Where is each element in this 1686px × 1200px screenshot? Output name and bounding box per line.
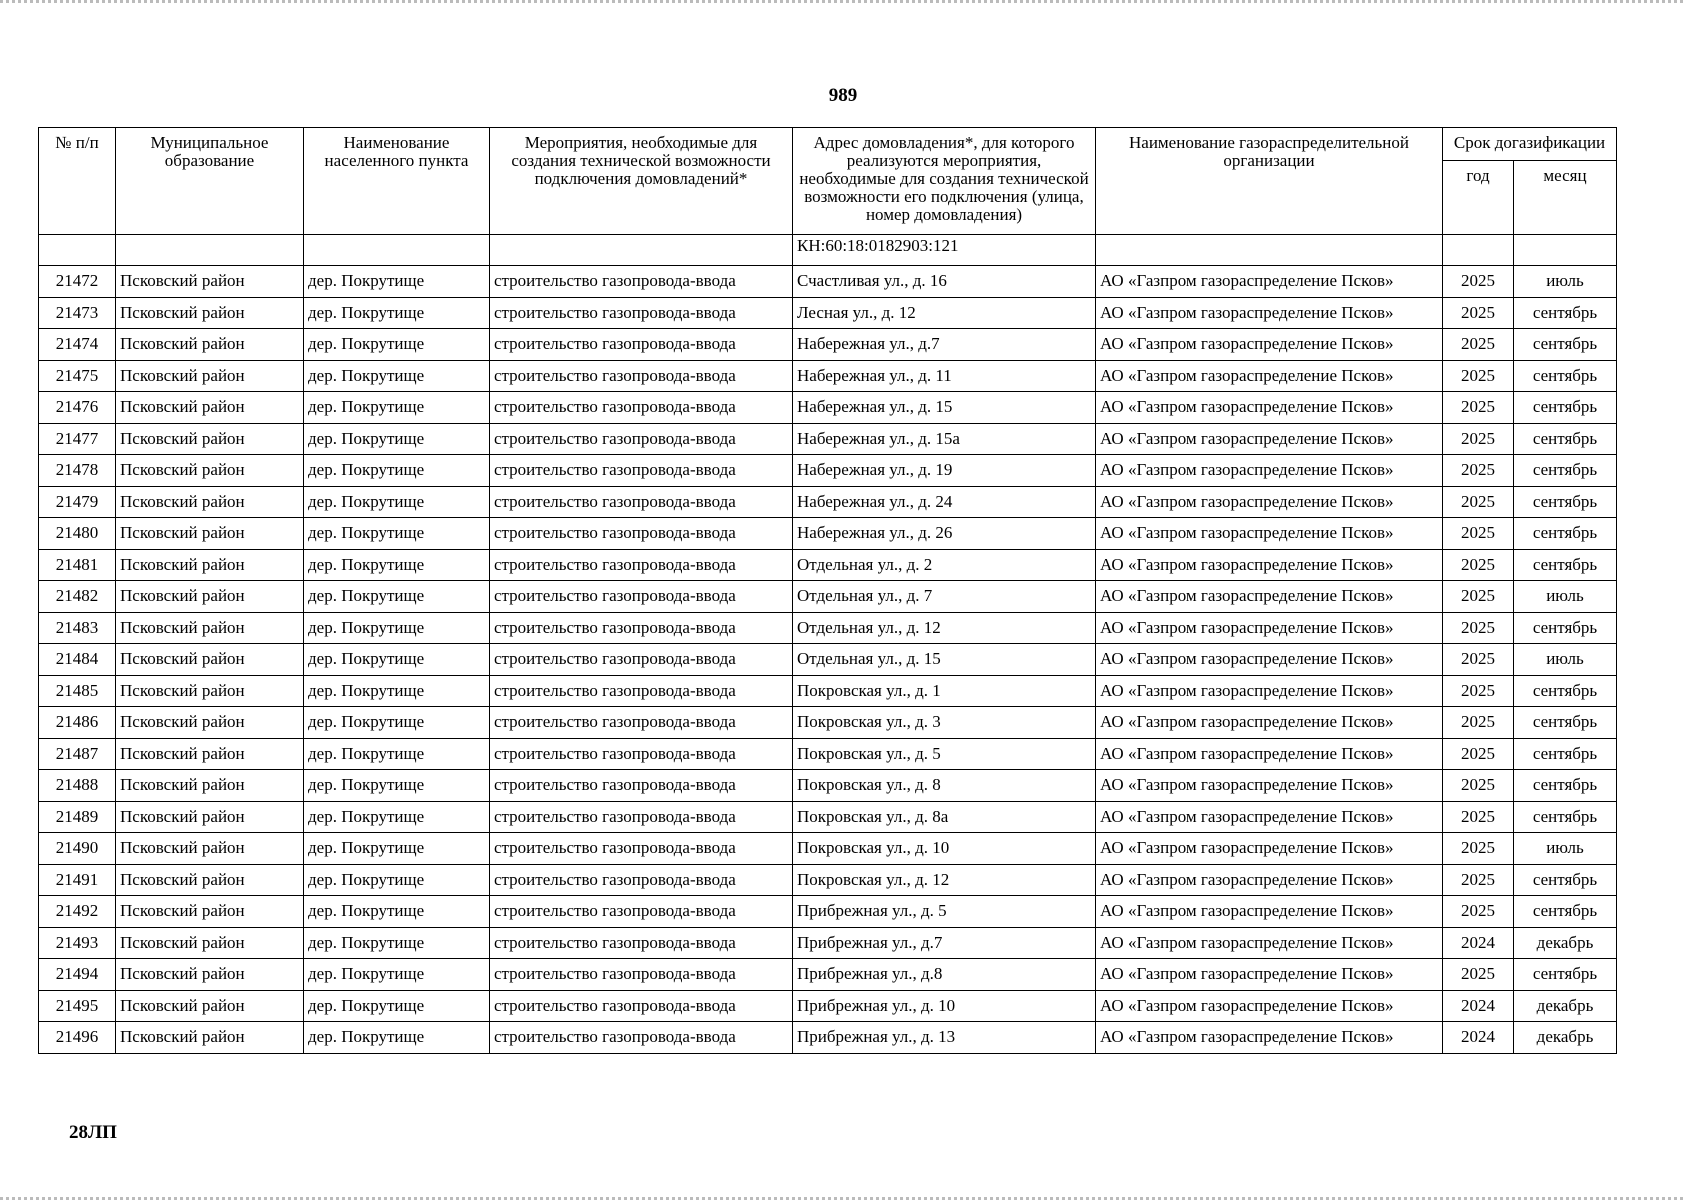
cell-address: Покровская ул., д. 8а <box>793 801 1096 833</box>
cell-locality: дер. Покрутище <box>304 707 490 739</box>
table-row <box>39 1022 1617 1054</box>
cell-num: 21492 <box>39 896 116 928</box>
header-deadline: Срок догазификации <box>1443 128 1617 161</box>
cell-year: 2025 <box>1443 707 1514 739</box>
cell-locality: дер. Покрутище <box>304 833 490 865</box>
cell-municipality: Псковский район <box>116 738 304 770</box>
cell-year <box>1443 235 1514 266</box>
cell-year: 2025 <box>1443 392 1514 424</box>
cell-num: 21487 <box>39 738 116 770</box>
cell-num: 21485 <box>39 675 116 707</box>
table-row <box>39 738 1617 770</box>
cell-locality: дер. Покрутище <box>304 959 490 991</box>
table-row <box>39 896 1617 928</box>
table-row <box>39 518 1617 550</box>
header-num: № п/п <box>39 128 116 235</box>
cell-activities: строительство газопровода-ввода <box>490 707 793 739</box>
cell-address: Прибрежная ул., д.8 <box>793 959 1096 991</box>
cell-organization: АО «Газпром газораспределение Псков» <box>1096 801 1443 833</box>
table-row <box>39 959 1617 991</box>
cell-month: сентябрь <box>1514 549 1617 581</box>
cell-month: сентябрь <box>1514 612 1617 644</box>
cell-organization <box>1096 235 1443 266</box>
cell-organization: АО «Газпром газораспределение Псков» <box>1096 455 1443 487</box>
cell-municipality: Псковский район <box>116 675 304 707</box>
cell-activities: строительство газопровода-ввода <box>490 1022 793 1054</box>
cell-year: 2025 <box>1443 455 1514 487</box>
cell-year: 2025 <box>1443 959 1514 991</box>
cell-organization: АО «Газпром газораспределение Псков» <box>1096 518 1443 550</box>
cell-address: Покровская ул., д. 10 <box>793 833 1096 865</box>
cell-address: Прибрежная ул., д. 10 <box>793 990 1096 1022</box>
cell-year: 2024 <box>1443 927 1514 959</box>
cell-activities <box>490 235 793 266</box>
cell-month: июль <box>1514 266 1617 298</box>
cell-locality: дер. Покрутище <box>304 455 490 487</box>
table-row <box>39 486 1617 518</box>
cell-municipality: Псковский район <box>116 360 304 392</box>
cell-address: Покровская ул., д. 12 <box>793 864 1096 896</box>
cell-month: сентябрь <box>1514 518 1617 550</box>
cell-year: 2025 <box>1443 266 1514 298</box>
header-address: Адрес домовладения*, для которого реализуются мероприятия, необходимые для создания технической возможности его подключения (улица, номер домовладения) <box>793 128 1096 235</box>
table-row <box>39 329 1617 361</box>
cell-activities: строительство газопровода-ввода <box>490 896 793 928</box>
table-row <box>39 770 1617 802</box>
cell-year: 2025 <box>1443 770 1514 802</box>
cell-activities: строительство газопровода-ввода <box>490 455 793 487</box>
cell-municipality: Псковский район <box>116 801 304 833</box>
cell-organization: АО «Газпром газораспределение Псков» <box>1096 549 1443 581</box>
cell-num: 21489 <box>39 801 116 833</box>
cell-organization: АО «Газпром газораспределение Псков» <box>1096 864 1443 896</box>
cell-activities: строительство газопровода-ввода <box>490 392 793 424</box>
cell-organization: АО «Газпром газораспределение Псков» <box>1096 833 1443 865</box>
cell-activities: строительство газопровода-ввода <box>490 770 793 802</box>
cell-municipality: Псковский район <box>116 770 304 802</box>
header-locality: Наименование населенного пункта <box>304 128 490 235</box>
cell-address: Прибрежная ул., д.7 <box>793 927 1096 959</box>
cell-municipality: Псковский район <box>116 864 304 896</box>
cell-num: 21478 <box>39 455 116 487</box>
cell-organization: АО «Газпром газораспределение Псков» <box>1096 738 1443 770</box>
cell-year: 2025 <box>1443 329 1514 361</box>
cell-activities: строительство газопровода-ввода <box>490 266 793 298</box>
cell-municipality: Псковский район <box>116 549 304 581</box>
cell-address: Счастливая ул., д. 16 <box>793 266 1096 298</box>
cell-locality: дер. Покрутище <box>304 990 490 1022</box>
cell-num: 21480 <box>39 518 116 550</box>
cell-year: 2025 <box>1443 549 1514 581</box>
cell-num: 21473 <box>39 297 116 329</box>
cell-month: сентябрь <box>1514 329 1617 361</box>
table-row <box>39 360 1617 392</box>
cell-organization: АО «Газпром газораспределение Псков» <box>1096 392 1443 424</box>
cell-month: июль <box>1514 833 1617 865</box>
table-body <box>39 235 1617 1054</box>
header-municipality: Муниципальное образование <box>116 128 304 235</box>
header-year: год <box>1443 161 1514 235</box>
cell-month: сентябрь <box>1514 297 1617 329</box>
table-row <box>39 990 1617 1022</box>
cell-address: Отдельная ул., д. 15 <box>793 644 1096 676</box>
cell-locality: дер. Покрутище <box>304 329 490 361</box>
cell-num: 21483 <box>39 612 116 644</box>
cell-organization: АО «Газпром газораспределение Псков» <box>1096 959 1443 991</box>
cell-municipality: Псковский район <box>116 896 304 928</box>
cell-num: 21484 <box>39 644 116 676</box>
cell-year: 2025 <box>1443 675 1514 707</box>
cell-year: 2024 <box>1443 990 1514 1022</box>
cell-year: 2025 <box>1443 423 1514 455</box>
cell-municipality: Псковский район <box>116 707 304 739</box>
cell-municipality: Псковский район <box>116 644 304 676</box>
cell-activities: строительство газопровода-ввода <box>490 360 793 392</box>
cell-year: 2025 <box>1443 486 1514 518</box>
cell-organization: АО «Газпром газораспределение Псков» <box>1096 486 1443 518</box>
cell-municipality: Псковский район <box>116 833 304 865</box>
cell-address: Покровская ул., д. 1 <box>793 675 1096 707</box>
cell-month: сентябрь <box>1514 770 1617 802</box>
cell-address: Покровская ул., д. 8 <box>793 770 1096 802</box>
cell-num: 21477 <box>39 423 116 455</box>
cell-month: июль <box>1514 644 1617 676</box>
cell-municipality: Псковский район <box>116 990 304 1022</box>
cadastral-row <box>39 235 1617 266</box>
cell-activities: строительство газопровода-ввода <box>490 612 793 644</box>
cell-num: 21491 <box>39 864 116 896</box>
cell-num: 21475 <box>39 360 116 392</box>
cell-address: Набережная ул., д.7 <box>793 329 1096 361</box>
cell-municipality: Псковский район <box>116 266 304 298</box>
cell-num: 21474 <box>39 329 116 361</box>
cell-num: 21493 <box>39 927 116 959</box>
cell-municipality: Псковский район <box>116 297 304 329</box>
cell-locality: дер. Покрутище <box>304 518 490 550</box>
cell-municipality: Псковский район <box>116 423 304 455</box>
table-row <box>39 864 1617 896</box>
cell-address: Покровская ул., д. 3 <box>793 707 1096 739</box>
cell-organization: АО «Газпром газораспределение Псков» <box>1096 423 1443 455</box>
cell-locality: дер. Покрутище <box>304 360 490 392</box>
cell-locality: дер. Покрутище <box>304 297 490 329</box>
cell-locality: дер. Покрутище <box>304 392 490 424</box>
cell-locality: дер. Покрутище <box>304 738 490 770</box>
cell-month: сентябрь <box>1514 864 1617 896</box>
cell-year: 2025 <box>1443 864 1514 896</box>
cell-address: Набережная ул., д. 15 <box>793 392 1096 424</box>
cell-cadastral-number: КН:60:18:0182903:121 <box>793 235 1096 266</box>
cell-address: Прибрежная ул., д. 5 <box>793 896 1096 928</box>
cell-address: Отдельная ул., д. 12 <box>793 612 1096 644</box>
table-row <box>39 297 1617 329</box>
scan-edge-top <box>0 0 1686 3</box>
cell-activities: строительство газопровода-ввода <box>490 644 793 676</box>
cell-municipality: Псковский район <box>116 518 304 550</box>
cell-municipality: Псковский район <box>116 392 304 424</box>
cell-address: Прибрежная ул., д. 13 <box>793 1022 1096 1054</box>
cell-month: сентябрь <box>1514 455 1617 487</box>
table-row <box>39 392 1617 424</box>
table-row <box>39 581 1617 613</box>
cell-num: 21495 <box>39 990 116 1022</box>
cell-address: Лесная ул., д. 12 <box>793 297 1096 329</box>
cell-address: Набережная ул., д. 26 <box>793 518 1096 550</box>
cell-address: Набережная ул., д. 11 <box>793 360 1096 392</box>
cell-locality: дер. Покрутище <box>304 612 490 644</box>
cell-activities: строительство газопровода-ввода <box>490 549 793 581</box>
footer-code: 28ЛП <box>69 1122 117 1143</box>
cell-locality: дер. Покрутище <box>304 644 490 676</box>
cell-activities: строительство газопровода-ввода <box>490 297 793 329</box>
cell-locality: дер. Покрутище <box>304 927 490 959</box>
table-row <box>39 927 1617 959</box>
cell-locality: дер. Покрутище <box>304 581 490 613</box>
cell-month: сентябрь <box>1514 896 1617 928</box>
cell-activities: строительство газопровода-ввода <box>490 329 793 361</box>
cell-month: сентябрь <box>1514 738 1617 770</box>
cell-municipality: Псковский район <box>116 455 304 487</box>
cell-num: 21486 <box>39 707 116 739</box>
cell-activities: строительство газопровода-ввода <box>490 959 793 991</box>
cell-month: сентябрь <box>1514 801 1617 833</box>
cell-activities: строительство газопровода-ввода <box>490 927 793 959</box>
cell-locality: дер. Покрутище <box>304 423 490 455</box>
cell-num: 21482 <box>39 581 116 613</box>
cell-locality: дер. Покрутище <box>304 549 490 581</box>
cell-activities: строительство газопровода-ввода <box>490 864 793 896</box>
cell-num <box>39 235 116 266</box>
cell-organization: АО «Газпром газораспределение Псков» <box>1096 896 1443 928</box>
cell-num: 21488 <box>39 770 116 802</box>
cell-month: декабрь <box>1514 1022 1617 1054</box>
cell-locality: дер. Покрутище <box>304 896 490 928</box>
cell-year: 2025 <box>1443 833 1514 865</box>
cell-locality: дер. Покрутище <box>304 486 490 518</box>
gasification-table <box>38 127 1617 1054</box>
cell-year: 2025 <box>1443 801 1514 833</box>
cell-month: декабрь <box>1514 927 1617 959</box>
cell-year: 2025 <box>1443 896 1514 928</box>
cell-municipality: Псковский район <box>116 612 304 644</box>
cell-num: 21494 <box>39 959 116 991</box>
cell-locality: дер. Покрутище <box>304 801 490 833</box>
table-row <box>39 612 1617 644</box>
cell-month: сентябрь <box>1514 959 1617 991</box>
cell-year: 2024 <box>1443 1022 1514 1054</box>
cell-address: Набережная ул., д. 19 <box>793 455 1096 487</box>
cell-month: сентябрь <box>1514 486 1617 518</box>
cell-activities: строительство газопровода-ввода <box>490 801 793 833</box>
table-row <box>39 675 1617 707</box>
table-row <box>39 644 1617 676</box>
cell-activities: строительство газопровода-ввода <box>490 423 793 455</box>
cell-month: сентябрь <box>1514 423 1617 455</box>
cell-municipality: Псковский район <box>116 1022 304 1054</box>
cell-month: сентябрь <box>1514 707 1617 739</box>
table-row <box>39 833 1617 865</box>
cell-address: Набережная ул., д. 15а <box>793 423 1096 455</box>
cell-locality: дер. Покрутище <box>304 675 490 707</box>
cell-municipality <box>116 235 304 266</box>
cell-month: декабрь <box>1514 990 1617 1022</box>
cell-address: Набережная ул., д. 24 <box>793 486 1096 518</box>
cell-activities: строительство газопровода-ввода <box>490 518 793 550</box>
cell-month: июль <box>1514 581 1617 613</box>
cell-activities: строительство газопровода-ввода <box>490 990 793 1022</box>
cell-organization: АО «Газпром газораспределение Псков» <box>1096 360 1443 392</box>
cell-year: 2025 <box>1443 518 1514 550</box>
cell-month <box>1514 235 1617 266</box>
cell-organization: АО «Газпром газораспределение Псков» <box>1096 612 1443 644</box>
table-row <box>39 801 1617 833</box>
cell-year: 2025 <box>1443 612 1514 644</box>
page-number: 989 <box>828 85 858 106</box>
cell-organization: АО «Газпром газораспределение Псков» <box>1096 675 1443 707</box>
cell-activities: строительство газопровода-ввода <box>490 486 793 518</box>
cell-month: сентябрь <box>1514 360 1617 392</box>
cell-num: 21476 <box>39 392 116 424</box>
cell-locality: дер. Покрутище <box>304 770 490 802</box>
cell-month: сентябрь <box>1514 675 1617 707</box>
cell-num: 21472 <box>39 266 116 298</box>
cell-organization: АО «Газпром газораспределение Псков» <box>1096 770 1443 802</box>
cell-year: 2025 <box>1443 738 1514 770</box>
cell-organization: АО «Газпром газораспределение Псков» <box>1096 1022 1443 1054</box>
header-organization: Наименование газораспределительной организации <box>1096 128 1443 235</box>
table-row <box>39 549 1617 581</box>
cell-address: Отдельная ул., д. 2 <box>793 549 1096 581</box>
table-row <box>39 423 1617 455</box>
table-row <box>39 266 1617 298</box>
header-activities: Мероприятия, необходимые для создания технической возможности подключения домовладений* <box>490 128 793 235</box>
cell-organization: АО «Газпром газораспределение Псков» <box>1096 927 1443 959</box>
cell-organization: АО «Газпром газораспределение Псков» <box>1096 707 1443 739</box>
cell-municipality: Псковский район <box>116 581 304 613</box>
cell-num: 21481 <box>39 549 116 581</box>
header-month: месяц <box>1514 161 1617 235</box>
cell-address: Отдельная ул., д. 7 <box>793 581 1096 613</box>
cell-municipality: Псковский район <box>116 927 304 959</box>
cell-organization: АО «Газпром газораспределение Псков» <box>1096 266 1443 298</box>
cell-municipality: Псковский район <box>116 959 304 991</box>
cell-municipality: Псковский район <box>116 329 304 361</box>
cell-activities: строительство газопровода-ввода <box>490 581 793 613</box>
cell-organization: АО «Газпром газораспределение Псков» <box>1096 644 1443 676</box>
cell-organization: АО «Газпром газораспределение Псков» <box>1096 581 1443 613</box>
cell-locality: дер. Покрутище <box>304 864 490 896</box>
cell-organization: АО «Газпром газораспределение Псков» <box>1096 297 1443 329</box>
cell-num: 21496 <box>39 1022 116 1054</box>
cell-locality: дер. Покрутище <box>304 1022 490 1054</box>
cell-municipality: Псковский район <box>116 486 304 518</box>
cell-activities: строительство газопровода-ввода <box>490 738 793 770</box>
cell-year: 2025 <box>1443 360 1514 392</box>
cell-locality: дер. Покрутище <box>304 266 490 298</box>
cell-year: 2025 <box>1443 581 1514 613</box>
cell-month: сентябрь <box>1514 392 1617 424</box>
cell-num: 21490 <box>39 833 116 865</box>
cell-activities: строительство газопровода-ввода <box>490 833 793 865</box>
cell-locality <box>304 235 490 266</box>
cell-organization: АО «Газпром газораспределение Псков» <box>1096 990 1443 1022</box>
cell-organization: АО «Газпром газораспределение Псков» <box>1096 329 1443 361</box>
table-row <box>39 455 1617 487</box>
cell-num: 21479 <box>39 486 116 518</box>
table-row <box>39 707 1617 739</box>
cell-year: 2025 <box>1443 644 1514 676</box>
cell-address: Покровская ул., д. 5 <box>793 738 1096 770</box>
cell-year: 2025 <box>1443 297 1514 329</box>
cell-activities: строительство газопровода-ввода <box>490 675 793 707</box>
